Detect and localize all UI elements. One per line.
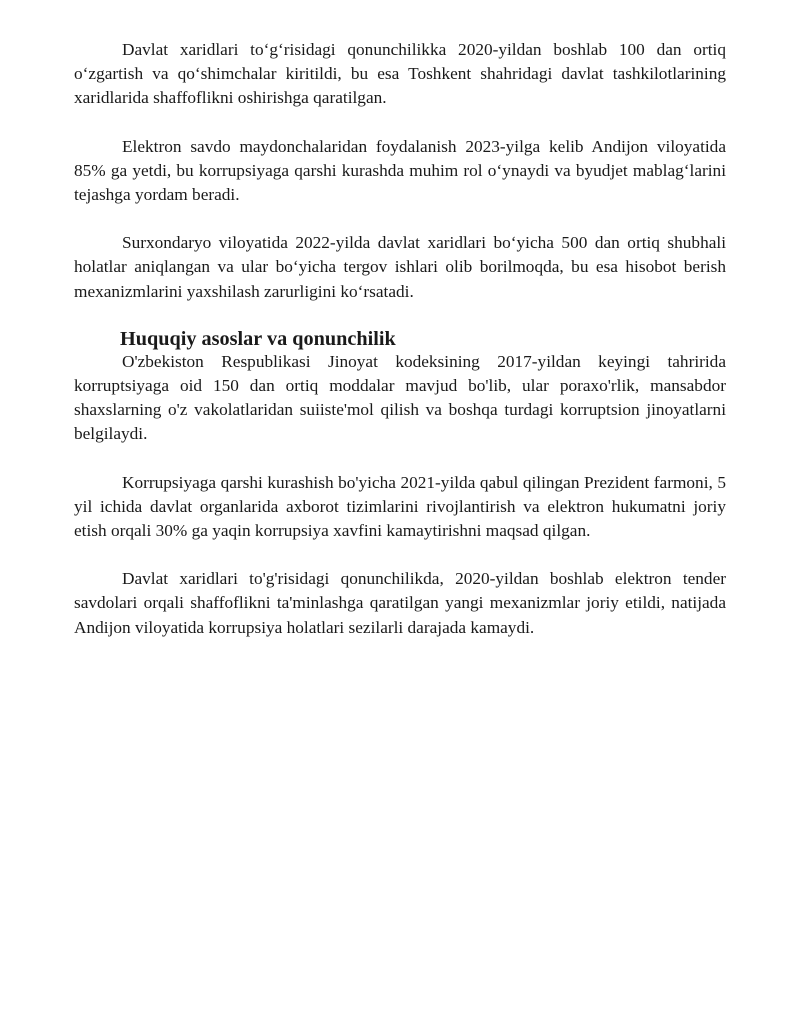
paragraph-electronic-trading-andijan: Elektron savdo maydonchalaridan foydalanish 2023-yilga kelib Andijon viloyatida 85% ga yetdi, bu korrupsiyaga qarshi kurashda muhim rol o‘ynaydi va byudjet mablag‘larini tejashga yordam beradi. [74,136,726,205]
document-page [74,38,726,640]
paragraph-presidential-decree: Korrupsiyaga qarshi kurashish bo'yicha 2021-yilda qabul qilingan Prezident farmoni, 5 yil ichida davlat organlarida axborot tizimlarini rivojlantirish va elektron hukumatni joriy etish orqali 30% ga yaqin korrupsiya xavfini kamaytirishni maqsad qilgan. [74,472,726,541]
section-heading: Huquqiy asoslar va qonunchilik [120,327,396,350]
paragraph-electronic-tenders: Davlat xaridlari to'g'risidagi qonunchilikda, 2020-yildan boshlab elektron tender savdolari orqali shaffoflikni ta'minlashga qaratilgan yangi mexanizmlar joriy etildi, natijada Andijon viloyatida korrupsiya holatlari sezilarli darajada kamaydi. [74,569,726,637]
paragraph-surkhandarya-suspicious-cases: Surxondaryo viloyatida 2022-yilda davlat xaridlari bo‘yicha 500 dan ortiq shubhali holatlar aniqlangan va ular bo‘yicha tergov ishlari olib borilmoqda, bu esa hisobot berish mexanizmlarini yaxshilash zarurligini ko‘rsatadi. [74,233,726,301]
paragraph-criminal-code: O'zbekiston Respublikasi Jinoyat kodeksining 2017-yildan keyingi tahririda korruptsiyaga oid 150 dan ortiq moddalar mavjud bo'lib, ular poraxo'rlik, mansabdor shaxslarning o'z vakolatlaridan suiiste'mol qilish va boshqa turdagi korruptsion jinoyatlarni belgilaydi. [74,351,726,444]
paragraph-procurement-law-changes: Davlat xaridlari to‘g‘risidagi qonunchilikka 2020-yildan boshlab 100 dan ortiq o‘zgartish va qo‘shimchalar kiritildi, bu esa Toshkent shahridagi davlat tashkilotlarining xaridlarida shaffoflikni oshirishga qaratilgan. [74,40,726,108]
